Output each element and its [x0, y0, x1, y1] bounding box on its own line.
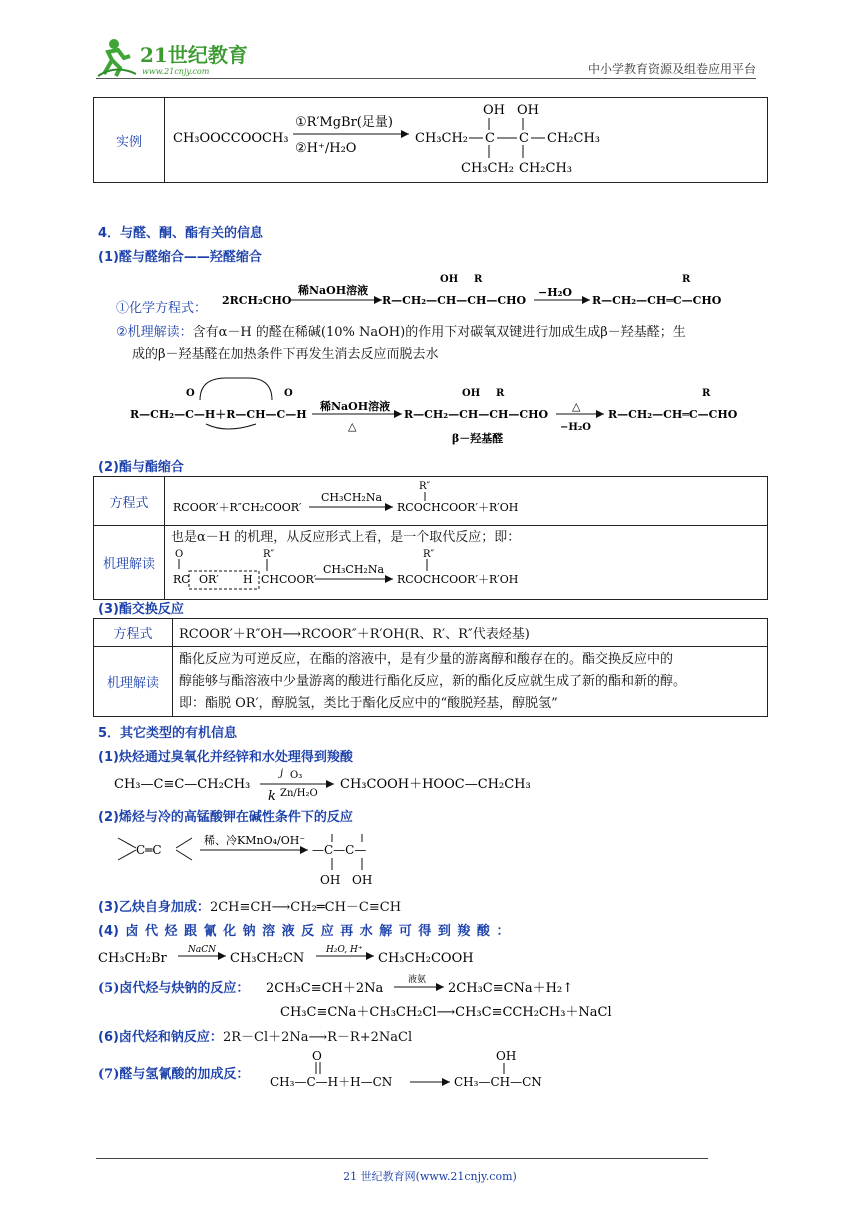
row2-cond: CH₃CH₂Na: [323, 563, 385, 576]
mech-final-r: R: [702, 388, 711, 399]
logo-text: 21世纪教育: [140, 43, 248, 67]
s5-eq1-right: 2CH₃C≡CNa＋H₂↑: [448, 981, 574, 996]
s4-right: CH₃CH₂COOH: [378, 951, 474, 966]
ester-cond-row2-label: 机理解读: [94, 526, 165, 600]
mech-heat2: △: [572, 400, 581, 413]
s2-c: C═C: [136, 843, 162, 857]
s2-oh1: OH: [320, 873, 341, 887]
s5-equation: [98, 972, 658, 1024]
row1-left: RCOOR′＋R″CH₂COOR′: [173, 501, 302, 514]
trans-row2-l3: 即：酯脱 OR′，醇脱氢，类比于酯化反应中的“酸脱羟基，醇脱氢”: [179, 695, 558, 711]
example-table: [93, 97, 768, 183]
row2-chcoor: CHCOOR′: [261, 573, 317, 586]
mech-final: R—CH₂—CH═C—CHO: [608, 408, 738, 421]
s4-equation: [98, 940, 538, 970]
example-left: CH₃CH₂: [415, 131, 468, 146]
header-logo: [96, 34, 256, 80]
s7-title: (7)醛与氢氰酸的加成反：: [98, 1067, 250, 1082]
mech-heat: △: [348, 420, 357, 433]
s2-equation: [112, 828, 452, 890]
mech-cond: 稀NaOH溶液: [320, 400, 391, 413]
example-c1: C: [485, 131, 495, 146]
example-oh2: OH: [517, 103, 539, 118]
row2-or: OR′: [199, 573, 219, 586]
s6-title: (6)卤代烃和钠反应：: [98, 1030, 223, 1045]
s1-cond-bottom: Zn/H₂O: [280, 788, 318, 799]
row2-text: 也是α－H 的机理，从反应形式上看，是一个取代反应；即：: [171, 530, 521, 545]
eq-mid: R—CH₂—CH—CH—CHO: [382, 294, 527, 307]
mech-product: R—CH₂—CH—CH—CHO: [404, 408, 549, 421]
s4-cond1: NaCN: [188, 945, 217, 955]
s7-left: CH₃—C—H＋H—CN: [270, 1075, 393, 1089]
eq-label: ①化学方程式：: [116, 301, 208, 316]
s7-equation: [98, 1048, 578, 1094]
trans-row1-label: 方程式: [94, 619, 173, 647]
mech-text2: 成的β－羟基醛在加热条件下再发生消去反应而脱去水: [132, 347, 439, 362]
s6-eq: 2R－Cl＋2Na⟶R－R+2NaCl: [222, 1030, 413, 1045]
s5-eq1-left: 2CH₃C≡CH＋2Na: [266, 981, 384, 996]
section4-title: 4．与醛、酮、酯有关的信息: [98, 226, 264, 241]
row2-right: RCOCHCOOR′＋R′OH: [397, 573, 519, 586]
s6-line: [98, 1026, 412, 1045]
eq-final: R—CH₂—CH═C—CHO: [592, 294, 722, 307]
example-sub1: CH₃CH₂: [461, 161, 514, 176]
s2-cond: 稀、冷KMnO₄/OH⁻: [204, 834, 306, 847]
s1-j: j: [280, 768, 284, 779]
s5-cond: 液氨: [408, 975, 427, 985]
example-right: CH₂CH₃: [547, 131, 600, 146]
ester-cond-row1: [165, 477, 768, 526]
s4-mid: CH₃CH₂CN: [230, 951, 305, 966]
footer-text: 21 世纪教育网(www.21cnjy.com): [343, 1170, 517, 1183]
aldol-equation: [110, 270, 760, 318]
s2-c-right: —C—C—: [312, 843, 367, 857]
s1-equation: [112, 764, 672, 804]
ester-cond-row1-label: 方程式: [94, 477, 165, 526]
row2-r2: R″: [423, 549, 435, 560]
s1-k: k: [268, 789, 276, 804]
example-reaction: [165, 98, 768, 183]
mech-minus-water: −H₂O: [560, 422, 591, 433]
s2-title: (2)烯烃与冷的高锰酸钾在碱性条件下的反应: [98, 810, 353, 825]
s7-right: CH₃—CH—CN: [454, 1075, 542, 1089]
s5-title: (5)卤代烃与炔钠的反应：: [98, 981, 250, 996]
footer-rule: [96, 1158, 708, 1159]
trans-row2: [173, 647, 768, 717]
mech-label: ②机理解读：: [116, 325, 193, 340]
section5-title: 5．其它类型的有机信息: [98, 726, 238, 741]
s4-left: CH₃CH₂Br: [98, 951, 167, 966]
eq-mid-r: R: [474, 274, 483, 285]
row2-h: H: [243, 573, 253, 586]
s1-cond-top: O₃: [290, 770, 303, 781]
row2-rc: RC: [173, 573, 190, 586]
s7-oh: OH: [496, 1049, 517, 1063]
trans-row2-l2: 醇能够与酯溶液中少量游离的酸进行酯化反应，新的酯化反应就生成了新的酯和新的醇。: [179, 673, 687, 689]
trans-row1-text: RCOOR′＋R″OH⟶RCOOR″＋R′OH(R、R′、R″代表烃基): [173, 619, 768, 647]
s4-cond2: H₂O, H⁺: [326, 945, 363, 955]
eq-final-r: R: [682, 274, 691, 285]
section4-sub1: (1)醛与醛缩合——羟醛缩合: [98, 250, 262, 265]
trans-table: [93, 618, 768, 717]
s1-left: CH₃—C≡C—CH₂CH₃: [114, 777, 251, 792]
header-rule: [96, 78, 756, 79]
trans-row2-label: 机理解读: [94, 647, 173, 717]
ester-cond-title: (2)酯与酯缩合: [98, 460, 184, 475]
trans-row2-l1: 酯化反应为可逆反应，在酯的溶液中，是有少量的游离醇和酸存在的。酯交换反应中的: [179, 651, 674, 667]
s3-line: [98, 896, 401, 915]
s1-title: (1)炔烃通过臭氧化并经锌和水处理得到羧酸: [98, 750, 353, 765]
example-c2: C: [519, 131, 529, 146]
s1-right: CH₃COOH＋HOOC—CH₂CH₃: [340, 777, 531, 792]
ester-cond-row2: [165, 526, 768, 600]
mech-o1: O: [186, 388, 195, 399]
row1-r: R″: [419, 481, 431, 492]
example-label: 实例: [94, 98, 165, 183]
example-oh1: OH: [483, 103, 505, 118]
row1-right: RCOCHCOOR′＋R′OH: [397, 501, 519, 514]
example-sub2: CH₂CH₃: [519, 161, 572, 176]
s3-eq: 2CH≡CH⟶CH₂═CH－C≡CH: [209, 900, 402, 915]
s2-oh2: OH: [352, 873, 373, 887]
row2-r: R″: [263, 549, 275, 560]
eq-cond: 稀NaOH溶液: [298, 284, 369, 297]
s3-title: (3)乙炔自身加成：: [98, 900, 210, 915]
mech-o2: O: [284, 388, 293, 399]
mech-r: R: [496, 388, 505, 399]
row1-cond: CH₃CH₂Na: [321, 491, 383, 504]
example-cond-top: ①R′MgBr(足量): [295, 115, 393, 130]
trans-title: (3)酯交换反应: [98, 602, 184, 617]
logo-url: www.21cnjy.com: [142, 67, 210, 76]
s7-o: O: [312, 1049, 322, 1063]
example-cond-bottom: ②H⁺/H₂O: [295, 141, 357, 156]
mech-explanation: [116, 322, 766, 366]
mech-beta: β－羟基醛: [452, 432, 504, 445]
mech-left: R—CH₂—C—H＋R—CH—C—H: [130, 408, 307, 421]
platform-name: 中小学教育资源及组卷应用平台: [587, 62, 756, 76]
eq-reactant: 2RCH₂CHO: [222, 294, 292, 307]
eq-mid-oh: OH: [440, 274, 459, 285]
aldol-mechanism: [126, 372, 766, 446]
mech-text1: 含有α－H 的醛在稀碱(10% NaOH)的作用下对碳氧双键进行加成生成β－羟基醛；生: [192, 325, 686, 340]
runner-logo-icon: [96, 34, 256, 80]
mech-oh: OH: [462, 388, 481, 399]
eq-minus-water: −H₂O: [538, 286, 573, 299]
s4-title: (4) 卤 代 烃 跟 氰 化 钠 溶 液 反 应 再 水 解 可 得 到 羧 酸 ：: [98, 924, 510, 939]
row2-o: O: [175, 549, 184, 560]
ester-cond-table: [93, 476, 768, 600]
example-reactant: CH₃OOCCOOCH₃: [173, 131, 289, 146]
s5-eq2: CH₃C≡CNa＋CH₃CH₂Cl⟶CH₃C≡CCH₂CH₃＋NaCl: [280, 1005, 612, 1020]
